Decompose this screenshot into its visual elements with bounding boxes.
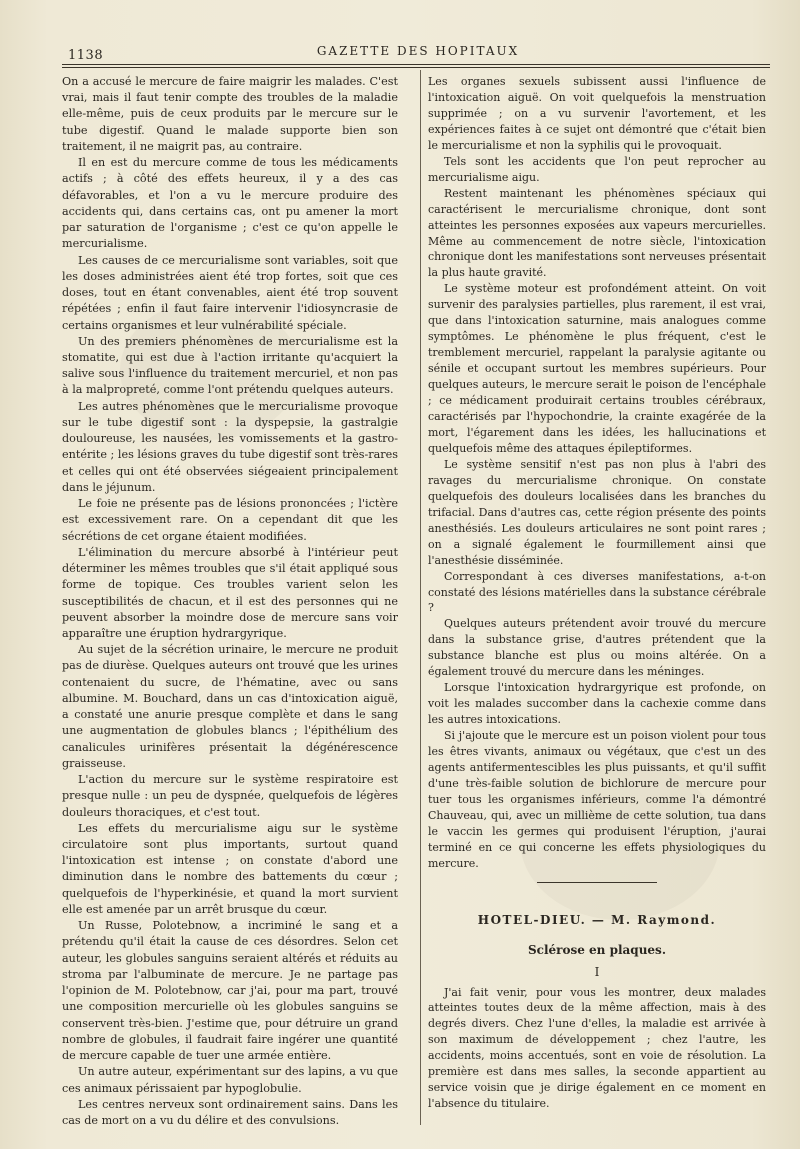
journal-title: GAZETTE DES HOPITAUX (316, 44, 520, 58)
paragraph: Il en est du mercure comme de tous les médicaments actifs ; à côté des effets heureux, il y a des cas défavorables, et l'on a vu le mercure produire des accidents qui, dans certains cas, ont pu amener la mort par saturation de l'organisme ; c'est ce qu'on appelle le mercurialisme. (62, 156, 398, 251)
paragraph: Les autres phénomènes que le mercurialisme provoque sur le tube digestif sont : la dyspepsie, la gastralgie douloureuse, les nausées, les vomissements et la gastro-entérite ; les lésions graves du tube digestif sont très-rares et celles qui ont été observées siégeaient principalement dans le jéjunum. (62, 399, 398, 494)
paragraph: Lorsque l'intoxication hydrargyrique est profonde, on voit les malades succomber dans la cachexie comme dans les autres intoxications. (428, 681, 766, 727)
paragraph: Correspondant à ces diverses manifestations, a-t-on constaté des lésions matérielles dans la substance cérébrale ? (428, 569, 766, 615)
section-title: HOTEL-DIEU. — M. Raymond. (477, 912, 717, 927)
section-separator (537, 882, 657, 883)
paragraph: Un des premiers phénomènes de mercurialisme est la stomatite, qui est due à l'action irritante qu'acquiert la salive sous l'influence du traitement mercuriel, et non pas à la malpropreté, comme l'ont prétendu quelques auteurs. (62, 334, 398, 397)
section-number: I (594, 964, 600, 979)
header-rule-thin (62, 67, 770, 68)
paragraph: J'ai fait venir, pour vous les montrer, deux malades atteintes toutes deux de la même affection, mais à des degrés divers. Chez l'une d'elles, la maladie est arrivée à son maximum de développement ; chez l'autre, les accidents, moins accentués, sont en voie de résolution. La première est dans mes salles, la seconde appartient au service voisin que je dirige également en ce moment en l'absence du titulaire. (428, 985, 766, 1111)
page-number: 1138 (68, 48, 104, 63)
paragraph: Restent maintenant les phénomènes spéciaux qui caractérisent le mercurialisme chronique, dont sont atteintes les personnes exposées aux vapeurs mercurielles. Même au commencement de notre siècle, l'intoxication chronique dont les manifestations sont nerveuses présentait la plus haute gravité. (428, 186, 766, 280)
paragraph: Le système moteur est profondément atteint. On voit survenir des paralysies partielles, plus rarement, il est vrai, que dans l'intoxication saturnine, mais analogues comme symptômes. Le phénomène le plus fréquent, c'est le tremblement mercuriel, rappelant la paralysie agitante ou sénile et occupant surtout les membres supérieurs. Pour quelques auteurs, le mercure serait le poison de l'encéphale ; ce médicament produirait certains troubles cérébraux, caractérisés par l'hypochondrie, la crainte exagérée de la mort, l'égarement dans les idées, les hallucinations et quelquefois même des attaques épileptiformes. (428, 282, 766, 455)
right-column (428, 74, 766, 1112)
header-rule (62, 64, 770, 65)
paragraph: Au sujet de la sécrétion urinaire, le mercure ne produit pas de diurèse. Quelques auteurs ont trouvé que les urines contenaient du sucre, de l'hématine, avec ou sans albumine. M. Bouchard, dans un cas d'intoxication aiguë, a constaté une anurie presque complète et dans le sang une augmentation de globules blancs ; l'épithélium des canalicules urinifères présentait la dégénérescence graisseuse. (62, 643, 398, 770)
paragraph: On a accusé le mercure de faire maigrir les malades. C'est vrai, mais il faut tenir compte des troubles de la maladie elle-même, puis de ceux produits par le mercure sur le tube digestif. Quand le malade supporte bien son traitement, il ne maigrit pas, au contraire. (62, 75, 398, 153)
paragraph: L'élimination du mercure absorbé à l'intérieur peut déterminer les mêmes troubles que s'il était appliqué sous forme de topique. Ces troubles varient selon les susceptibilités de chacun, et il est des personnes qui ne peuvent absorber la moindre dose de mercure sans voir apparaître une éruption hydrargyrique. (62, 545, 398, 640)
paragraph: Les effets du mercurialisme aigu sur le système circulatoire sont plus importants, surtout quand l'intoxication est intense ; on constate d'abord une diminution dans le nombre des battements du cœur ; quelquefois de l'hyperkinésie, et quand la mort survient elle est amenée par un arrêt brusque du cœur. (62, 821, 398, 916)
column-divider (420, 70, 421, 1125)
paragraph: Les causes de ce mercurialisme sont variables, soit que les doses administrées aient été trop fortes, soit que ces doses, tout en étant convenables, aient été trop souvent répétées ; enfin il faut faire intervenir l'idiosyncrasie de certains organismes et leur vulnérabilité spéciale. (62, 253, 398, 332)
page-header (58, 40, 778, 64)
paragraph: Quelques auteurs prétendent avoir trouvé du mercure dans la substance grise, d'autres prétendent que la substance blanche est plus ou moins altérée. On a également trouvé du mercure dans les méninges. (428, 617, 766, 679)
paragraph: Un autre auteur, expérimentant sur des lapins, a vu que ces animaux périssaient par hypoglobulie. (62, 1065, 398, 1095)
section-subtitle: Sclérose en plaques. (527, 942, 666, 957)
paragraph: Si j'ajoute que le mercure est un poison violent pour tous les êtres vivants, animaux ou végétaux, que c'est un des agents antifermentescibles les plus puissants, et qu'il suffit d'une très-faible solution de bichlorure de mercure pour tuer tous les organismes inférieurs, comme l'a démontré Chauveau, qui, avec un millième de cette solution, tua dans le vaccin les germes qui produisent l'éruption, j'aurai terminé en ce qui concerne les effets physiologiques du mercure. (428, 729, 766, 870)
paragraph: Le système sensitif n'est pas non plus à l'abri des ravages du mercurialisme chronique. On constate quelquefois des douleurs localisées dans les branches du trifacial. Dans d'autres cas, cette région présente des points anesthésiés. Les douleurs articulaires ne sont point rares ; on a signalé également le fourmillement ainsi que l'anesthésie disséminée. (428, 457, 766, 567)
left-column (62, 74, 398, 1129)
paragraph: Les centres nerveux sont ordinairement sains. Dans les cas de mort on a vu du délire et des convulsions. (62, 1097, 398, 1127)
paragraph: Un Russe, Polotebnow, a incriminé le sang et a prétendu qu'il était la cause de ces désordres. Selon cet auteur, les globules sanguins seraient altérés et réduits au stroma par l'albuminate de mercure. Je ne partage pas l'opinion de M. Polotebnow, car j'ai, pour ma part, trouvé une composition mercurielle où les globules sanguins se conservent très-bien. J'estime que, pour détruire un grand nombre de globules, il faudrait faire ingérer une quantité de mercure capable de tuer une armée entière. (62, 919, 398, 1063)
paragraph: Les organes sexuels subissent aussi l'influence de l'intoxication aiguë. On voit quelquefois la menstruation supprimée ; on a vu survenir l'avortement, et les expériences faites à ce sujet ont démontré que c'était bien le mercurialisme et non la syphilis qui le provoquait. (428, 75, 766, 152)
paragraph: Tels sont les accidents que l'on peut reprocher au mercurialisme aigu. (428, 154, 766, 184)
paragraph: L'action du mercure sur le système respiratoire est presque nulle : un peu de dyspnée, quelquefois de légères douleurs thoraciques, et c'est tout. (62, 773, 398, 819)
paragraph: Le foie ne présente pas de lésions prononcées ; l'ictère est excessivement rare. On a cependant dit que les sécrétions de cet organe étaient modifiées. (62, 497, 398, 543)
